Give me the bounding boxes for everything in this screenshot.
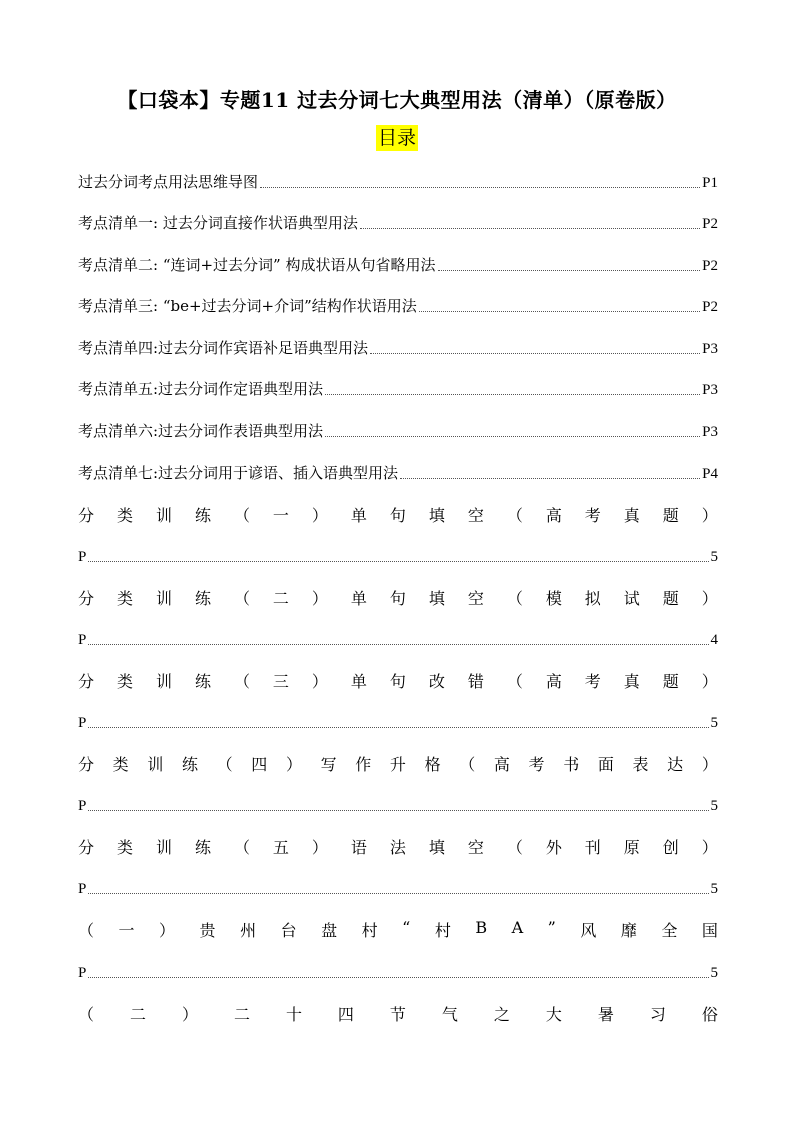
toc-entry-char: 原 [623,838,640,857]
toc-entry-char: 句 [389,672,406,691]
toc-entry-char: 气 [441,1005,458,1024]
dot-leader [400,477,700,479]
toc-entry-char: （ [78,1005,95,1024]
toc-entry-char: ） [701,838,718,857]
toc-entry-char: 题 [662,506,679,525]
toc-entry-char: 分 [78,755,95,774]
toc-entry-char: 州 [240,921,257,940]
toc-entry-text: 考点清单五:过去分词作定语典型用法 [78,380,324,398]
dot-leader [88,727,708,728]
toc-entry-char: （ [233,589,250,608]
toc-entry-char: 空 [467,506,484,525]
toc-entry[interactable] [78,461,718,483]
toc-entry-char: 填 [428,589,445,608]
toc-entry-char: 训 [147,755,164,774]
toc-entry-spread[interactable] [78,918,718,941]
dot-leader [438,269,701,271]
toc-entry-char: 国 [701,921,718,940]
toc-entry-page-line[interactable] [78,544,718,566]
toc-page-number: P3 [702,424,718,440]
toc-entry-spread[interactable] [78,835,718,858]
toc-page-prefix: P [78,881,87,897]
dot-leader [88,810,708,811]
toc-entry-page-line[interactable] [78,710,718,732]
toc-entry[interactable] [78,419,718,441]
toc-page-number: P2 [702,216,718,232]
toc-entry-char: ） [285,755,302,774]
toc-page-number: 5 [710,965,718,981]
dot-leader [325,435,700,437]
toc-entry-char: 创 [662,838,679,857]
toc-entry-char: 二 [272,589,289,608]
toc-page-number: P3 [702,382,718,398]
toc-entry-text: 考点清单四:过去分词作宾语补足语典型用法 [78,339,369,357]
toc-entry-char: 拟 [584,589,601,608]
toc-entry-text: 过去分词考点用法思维导图 [78,173,259,191]
toc-entry-char: ） [701,506,718,525]
toc-entry-char: 类 [116,672,133,691]
toc-page-number: P4 [702,466,718,482]
toc-entry-char: 题 [662,672,679,691]
toc-entry-char: 俗 [701,1005,718,1024]
toc-entry-page-line[interactable] [78,960,718,982]
toc-entry-char: 作 [355,755,372,774]
toc-entry-char: 分 [78,672,95,691]
toc-page-prefix: P [78,549,87,565]
toc-entry-char: ” [547,918,556,937]
toc-entry-text: 考点清单二: “连词+过去分词” 构成状语从句省略用法 [78,256,436,274]
toc-entry-char: ） [311,838,328,857]
toc-entry-char: 暑 [597,1005,614,1024]
toc-entry-char: 面 [597,755,614,774]
toc-entry-char: 练 [194,838,211,857]
toc-entry-spread[interactable] [78,669,718,692]
toc-heading-label: 目录 [377,127,416,149]
toc-entry-char: 高 [545,506,562,525]
dot-leader [325,393,700,395]
toc-entry-char: 类 [116,838,133,857]
toc-entry-char: 空 [467,589,484,608]
dot-leader [88,893,708,894]
toc-entry-char: 靡 [620,921,637,940]
toc-entry-char: 训 [155,506,172,525]
toc-entry-text: 考点清单三: “be+过去分词+介词”结构作状语用法 [78,297,417,315]
toc-page-number: P1 [702,175,718,191]
toc-entry-spread[interactable] [78,1002,718,1025]
toc-page-number: P2 [702,258,718,274]
toc-entry-spread[interactable] [78,503,718,526]
toc-entry-char: 语 [350,838,367,857]
toc-page-prefix: P [78,965,87,981]
toc-entry-char: 书 [563,755,580,774]
toc-entry-char: （ [233,838,250,857]
toc-entry-char: 改 [428,672,445,691]
toc-entry-char: 刊 [584,838,601,857]
toc-entry-char: 句 [389,506,406,525]
toc-entry-char: 法 [389,838,406,857]
toc-entry-char: 分 [78,838,95,857]
toc-entry-char: 二 [233,1005,250,1024]
toc-entry-char: 写 [320,755,337,774]
toc-heading [0,123,794,150]
toc-entry-char: 四 [251,755,268,774]
toc-entry[interactable] [78,253,718,275]
toc-entry-char: 填 [428,838,445,857]
toc-entry[interactable] [78,294,718,316]
toc-entry-char: 习 [649,1005,666,1024]
toc-entry[interactable] [78,170,718,192]
toc-page-number: P2 [702,299,718,315]
toc-entry-char: 外 [545,838,562,857]
toc-entry-char: 全 [661,921,678,940]
toc-entry-char: 贵 [199,921,216,940]
toc-entry-char: 高 [545,672,562,691]
toc-entry-char: 五 [272,838,289,857]
toc-entry-char: 练 [181,755,198,774]
toc-entry-char: 单 [350,672,367,691]
toc-entry-page-line[interactable] [78,793,718,815]
toc-entry-char: A [511,918,524,937]
toc-entry-char: ） [701,672,718,691]
toc-entry-char: 格 [424,755,441,774]
toc-entry-char: （ [506,672,523,691]
toc-page-prefix: P [78,715,87,731]
toc-entry-char: 分 [78,589,95,608]
dot-leader [260,186,700,188]
toc-page-number: 4 [710,632,718,648]
toc-entry-char: 类 [112,755,129,774]
toc-entry-char: 四 [337,1005,354,1024]
toc-page-number: 5 [710,881,718,897]
dot-leader [419,310,700,312]
toc-entry-char: 训 [155,589,172,608]
toc-entry-char: 练 [194,506,211,525]
toc-entry-char: 表 [632,755,649,774]
toc-entry-char: 达 [667,755,684,774]
toc-entry-char: 错 [467,672,484,691]
toc-entry-char: 村 [361,921,378,940]
toc-entry-char: B [475,918,488,937]
toc-entry-char: 训 [155,838,172,857]
toc-entry-char: ） [311,589,328,608]
toc-entry-char: 一 [118,921,135,940]
toc-page-number: P3 [702,341,718,357]
toc-page-number: 5 [710,798,718,814]
toc-page-prefix: P [78,798,87,814]
dot-leader [88,561,708,562]
toc-entry-char: 单 [350,506,367,525]
toc-entry-text: 考点清单一: 过去分词直接作状语典型用法 [78,214,358,232]
toc-entry-char: 真 [623,506,640,525]
toc-entry-char: （ [506,838,523,857]
toc-entry[interactable] [78,336,718,358]
toc-entry-char: 类 [116,589,133,608]
toc-entry-char: ） [181,1005,198,1024]
document-title: 【口袋本】专题11 过去分词七大典型用法（清单）（原卷版） [117,88,677,112]
toc-entry-char: （ [506,506,523,525]
toc-entry-page-line[interactable] [78,627,718,649]
toc-entry-text: 考点清单六:过去分词作表语典型用法 [78,422,324,440]
toc-entry-char: 填 [428,506,445,525]
toc-entry-char: “ [402,918,411,937]
toc-entry-char: 村 [434,921,451,940]
toc-entry-char: （ [459,755,476,774]
toc-entry-char: ） [159,921,176,940]
toc-entry-char: 升 [389,755,406,774]
toc-entry-char: 分 [78,506,95,525]
toc-entry[interactable] [78,377,718,399]
toc-entry-char: 考 [528,755,545,774]
toc-entry-char: 考 [584,672,601,691]
toc-entry-char: ） [701,589,718,608]
toc-entry-char: 类 [116,506,133,525]
toc-entry-char: 空 [467,838,484,857]
toc-entry-char: ） [311,672,328,691]
toc-entry-char: （ [233,506,250,525]
dot-leader [370,352,700,354]
toc-entry-char: ） [701,755,718,774]
toc-entry-char: 单 [350,589,367,608]
dot-leader [88,977,708,978]
toc-entry-char: 台 [280,921,297,940]
toc-entry-char: 题 [662,589,679,608]
toc-entry-char: 一 [272,506,289,525]
toc-page-number: 5 [710,549,718,565]
toc-page-prefix: P [78,632,87,648]
toc-entry-char: ） [311,506,328,525]
toc-entry-char: 十 [285,1005,302,1024]
toc-entry-spread[interactable] [78,586,718,609]
toc-entry-char: （ [506,589,523,608]
toc-entry-char: 三 [272,672,289,691]
dot-leader [360,227,700,229]
toc-entry-char: 节 [389,1005,406,1024]
toc-entry-char: 试 [623,589,640,608]
toc-entry-char: 真 [623,672,640,691]
toc-entry[interactable] [78,211,718,233]
toc-entry-char: 考 [584,506,601,525]
toc-entry-char: （ [78,921,95,940]
toc-entry-page-line[interactable] [78,876,718,898]
toc-entry-char: 高 [493,755,510,774]
toc-entry-char: 句 [389,589,406,608]
toc-entry-char: （ [233,672,250,691]
dot-leader [88,644,708,645]
toc-entry-spread[interactable] [78,752,718,775]
toc-entry-char: 训 [155,672,172,691]
toc-page-number: 5 [710,715,718,731]
toc-entry-char: 之 [493,1005,510,1024]
toc-entry-char: 二 [129,1005,146,1024]
toc-entry-char: 练 [194,589,211,608]
toc-entry-char: 模 [545,589,562,608]
toc-entry-char: 大 [545,1005,562,1024]
toc-entry-char: 盘 [321,921,338,940]
toc-entry-char: （ [216,755,233,774]
toc-entry-char: 风 [580,921,597,940]
toc-entry-char: 练 [194,672,211,691]
toc-entry-text: 考点清单七:过去分词用于谚语、插入语典型用法 [78,464,399,482]
